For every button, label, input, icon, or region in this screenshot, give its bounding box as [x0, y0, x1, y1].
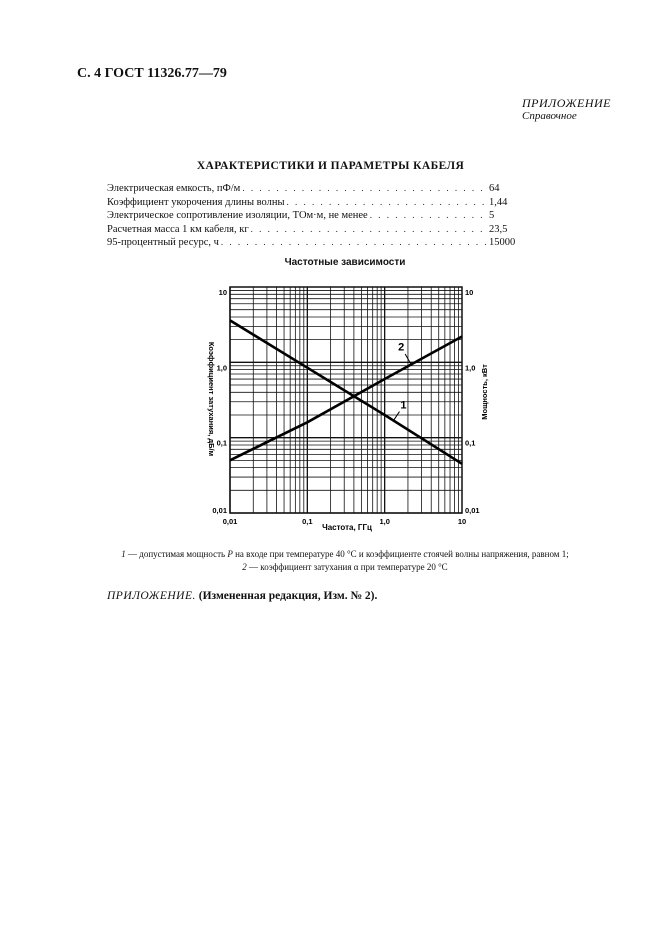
note-bold: (Измененная редакция, Изм. № 2). [195, 590, 378, 602]
parameter-row [107, 209, 517, 223]
y-tick-label-right: 10 [465, 288, 474, 297]
caption-text: — коэффициент затухания [246, 562, 354, 572]
caption-variable: P [227, 549, 233, 559]
series-label-1: 1 [400, 399, 407, 412]
x-axis-label: Частота, ГГц [322, 523, 372, 532]
caption-variable: α [353, 562, 359, 572]
caption-number-2: 2 [242, 562, 247, 572]
y-tick-label-left: 0,01 [212, 506, 227, 515]
parameter-value: 23,5 [489, 223, 508, 235]
y-tick-label-right: 0,01 [465, 506, 480, 515]
parameters-list [107, 182, 517, 250]
parameter-label: Электрическое сопротивление изоляции, ТОм·м, не менее [107, 210, 368, 222]
parameter-row [107, 182, 517, 196]
leader-dots [249, 223, 489, 237]
leader-dots [219, 236, 489, 250]
x-tick-label: 0,1 [302, 517, 313, 526]
y-axis-label-right: Мощность, кВт [480, 364, 489, 420]
parameter-label: 95-процентный ресурс, ч [107, 237, 219, 249]
chart-title: Частотные зависимости [284, 257, 406, 268]
revision-note [107, 590, 377, 602]
parameter-value: 15000 [489, 237, 516, 249]
section-title: ХАРАКТЕРИСТИКИ И ПАРАМЕТРЫ КАБЕЛЯ [196, 160, 465, 172]
parameter-label: Электрическая емкость, пФ/м [107, 183, 241, 194]
parameter-label: Коэффициент укорочения длины волны [107, 196, 285, 208]
leader-dots [240, 182, 489, 196]
parameter-value: 1,44 [489, 196, 508, 208]
page-header: С. 4 ГОСТ 11326.77—79 [77, 66, 227, 81]
parameter-row [107, 196, 517, 210]
series-label-2: 2 [398, 341, 405, 354]
y-tick-label-right: 0,1 [465, 438, 476, 448]
caption-number-1: 1 [121, 549, 126, 559]
note-italic: ПРИЛОЖЕНИЕ. [107, 590, 196, 602]
frequency-chart [195, 272, 495, 534]
leader-dots [368, 209, 489, 223]
caption-text: на входе при температуре 40 °С и коэффициенте стоячей волны напряжения, равном 1; [232, 549, 569, 559]
caption-text: — допустимая мощность [125, 549, 228, 559]
x-tick-label: 1,0 [379, 517, 390, 526]
y-tick-label-left: 1,0 [216, 363, 227, 373]
y-tick-label-left: 0,1 [216, 438, 227, 448]
leader-dots [285, 196, 489, 210]
x-tick-label: 10 [457, 517, 467, 526]
y-tick-label-left: 10 [218, 288, 227, 297]
parameter-row [107, 223, 517, 237]
x-tick-label: 0,01 [222, 517, 238, 526]
y-tick-label-right: 1,0 [465, 363, 476, 373]
series-label-leader [393, 412, 399, 421]
appendix-label: ПРИЛОЖЕНИЕ [522, 96, 611, 110]
parameter-value: 64 [489, 183, 500, 194]
caption-line-1 [0, 549, 661, 559]
y-axis-label-left: Коэффициент затухания, дБ/м [207, 341, 216, 457]
parameter-row [107, 236, 517, 250]
caption-text: при температуре 20 °С [358, 562, 448, 572]
caption-line-2 [0, 562, 661, 572]
appendix-sublabel: Справочное [522, 110, 577, 122]
parameter-label: Расчетная масса 1 км кабеля, кг [107, 223, 249, 235]
parameter-value: 5 [489, 210, 495, 222]
